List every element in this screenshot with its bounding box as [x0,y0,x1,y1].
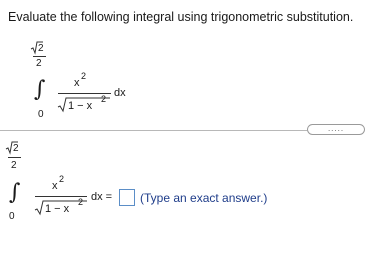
lower-limit: 0 [38,109,44,120]
integrand-numerator: x [74,77,80,89]
instruction-text: Evaluate the following integral using trigonometric substitution. [8,10,354,24]
answer-integrand-numerator-exponent: 2 [59,174,65,184]
answer-integral-sign: ∫ [9,180,21,205]
integrand-numerator-exponent: 2 [81,71,87,81]
differential: dx [114,87,126,99]
answer-integrand-denominator-exponent: 2 [78,197,84,207]
answer-integrand-numerator: x [52,180,58,192]
answer-input[interactable] [119,189,135,206]
integrand-denominator-exponent: 2 [101,94,107,104]
answer-integrand-denominator: 1 − x [45,203,70,215]
answer-upper-limit-denominator: 2 [11,160,17,171]
answer-upper-limit-radicand: 2 [13,143,19,154]
upper-limit-fraction-bar [33,56,46,57]
answer-upper-limit-fraction-bar [8,157,21,158]
integrand-denominator: 1 − x [68,100,93,112]
section-divider [0,130,307,131]
upper-limit-denominator: 2 [36,58,42,69]
answer-lower-limit: 0 [9,211,15,222]
answer-hint: (Type an exact answer.) [140,191,268,205]
integral-sign: ∫ [34,77,46,102]
expand-button[interactable]: ..... [307,124,365,135]
upper-limit-radicand: 2 [38,43,44,54]
answer-equals: dx = [91,191,113,203]
